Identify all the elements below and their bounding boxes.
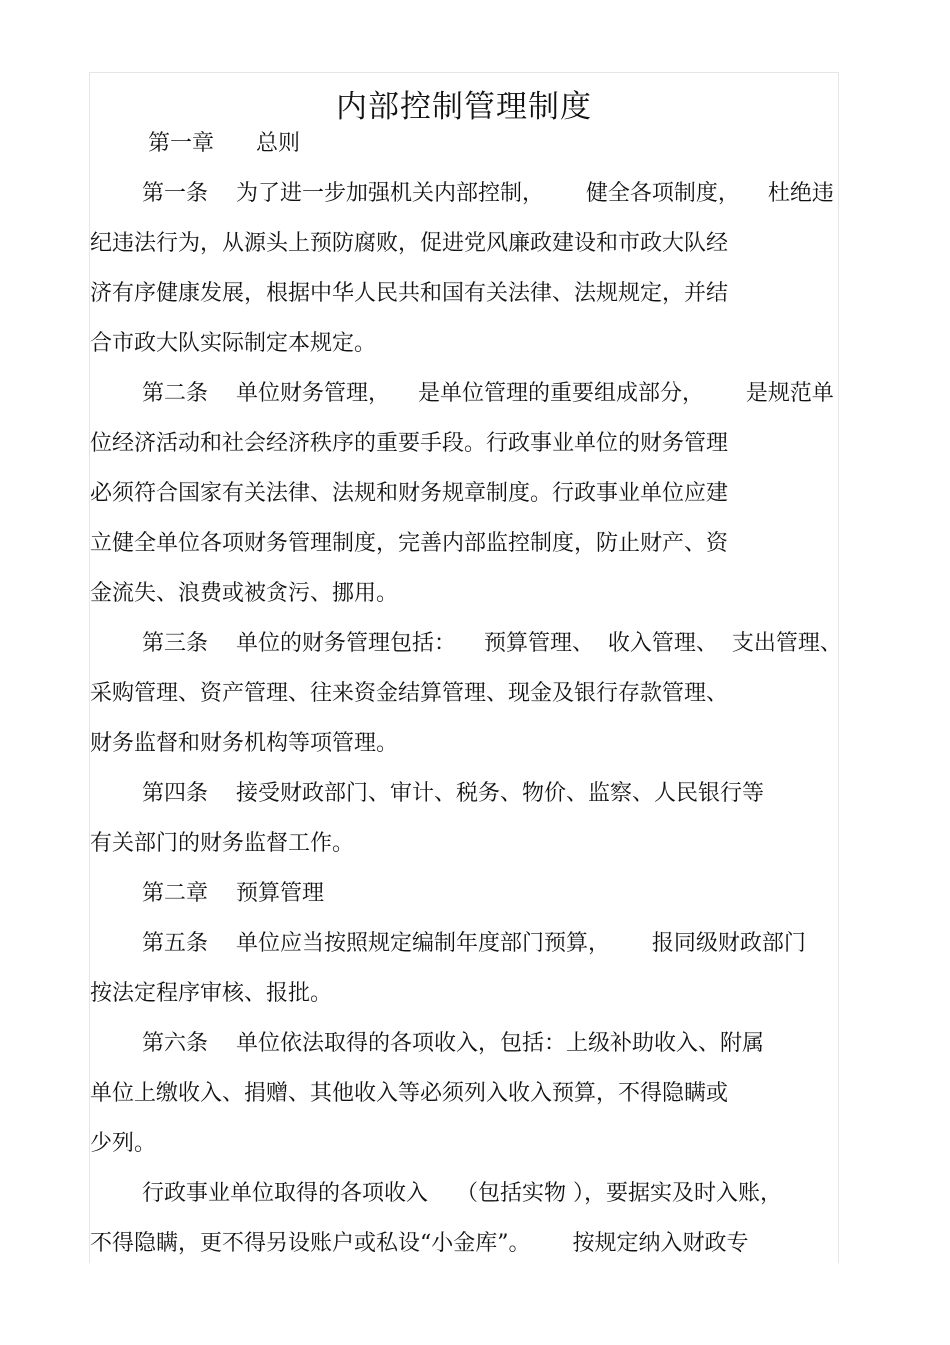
paragraph-line: 合市政大队实际制定本规定。 [90, 331, 377, 356]
article-line: 第三条 单位的财务管理包括： 预算管理、 收入管理、 支出管理、 [142, 631, 842, 656]
article-line: 第一条 为了进一步加强机关内部控制， 健全各项制度， 杜绝违 [142, 181, 834, 206]
paragraph-line: 必须符合国家有关法律、法规和财务规章制度。行政事业单位应建 [90, 481, 729, 506]
paragraph-line: 财务监督和财务机构等项管理。 [90, 731, 399, 756]
paragraph-line: 单位上缴收入、捐赠、其他收入等必须列入收入预算，不得隐瞒或 [90, 1081, 729, 1106]
document-title: 内部控制管理制度 [336, 89, 592, 125]
paragraph-line: 采购管理、资产管理、往来资金结算管理、现金及银行存款管理、 [90, 681, 729, 706]
article-line: 第五条 单位应当按照规定编制年度部门预算， 报同级财政部门 [142, 931, 806, 956]
article-line: 第四条 接受财政部门、审计、税务、物价、监察、人民银行等 [142, 781, 764, 806]
paragraph-line: 少列。 [90, 1131, 157, 1156]
paragraph-line: 立健全单位各项财务管理制度，完善内部监控制度，防止财产、资 [90, 531, 729, 556]
paragraph-line: 济有序健康发展，根据中华人民共和国有关法律、法规规定，并结 [90, 281, 729, 306]
paragraph-line: 按法定程序审核、报批。 [90, 981, 333, 1006]
paragraph-line: 有关部门的财务监督工作。 [90, 831, 355, 856]
paragraph-line: 行政事业单位取得的各项收入 （包括实物 ），要据实及时入账， [142, 1181, 782, 1206]
chapter-heading: 第二章 预算管理 [142, 881, 324, 906]
document-page [89, 72, 842, 1263]
article-line: 第二条 单位财务管理， 是单位管理的重要组成部分， 是规范单 [142, 381, 834, 406]
chapter-heading: 第一章 总则 [148, 131, 300, 156]
paragraph-line: 位经济活动和社会经济秩序的重要手段。行政事业单位的财务管理 [90, 431, 729, 456]
article-line: 第六条 单位依法取得的各项收入，包括：上级补助收入、附属 [142, 1031, 764, 1056]
paragraph-line: 不得隐瞒，更不得另设账户或私设“小金库”。 按规定纳入财政专 [90, 1231, 749, 1256]
paragraph-line: 金流失、浪费或被贪污、挪用。 [90, 581, 399, 606]
paragraph-line: 纪违法行为，从源头上预防腐败，促进党风廉政建设和市政大队经 [90, 231, 729, 256]
